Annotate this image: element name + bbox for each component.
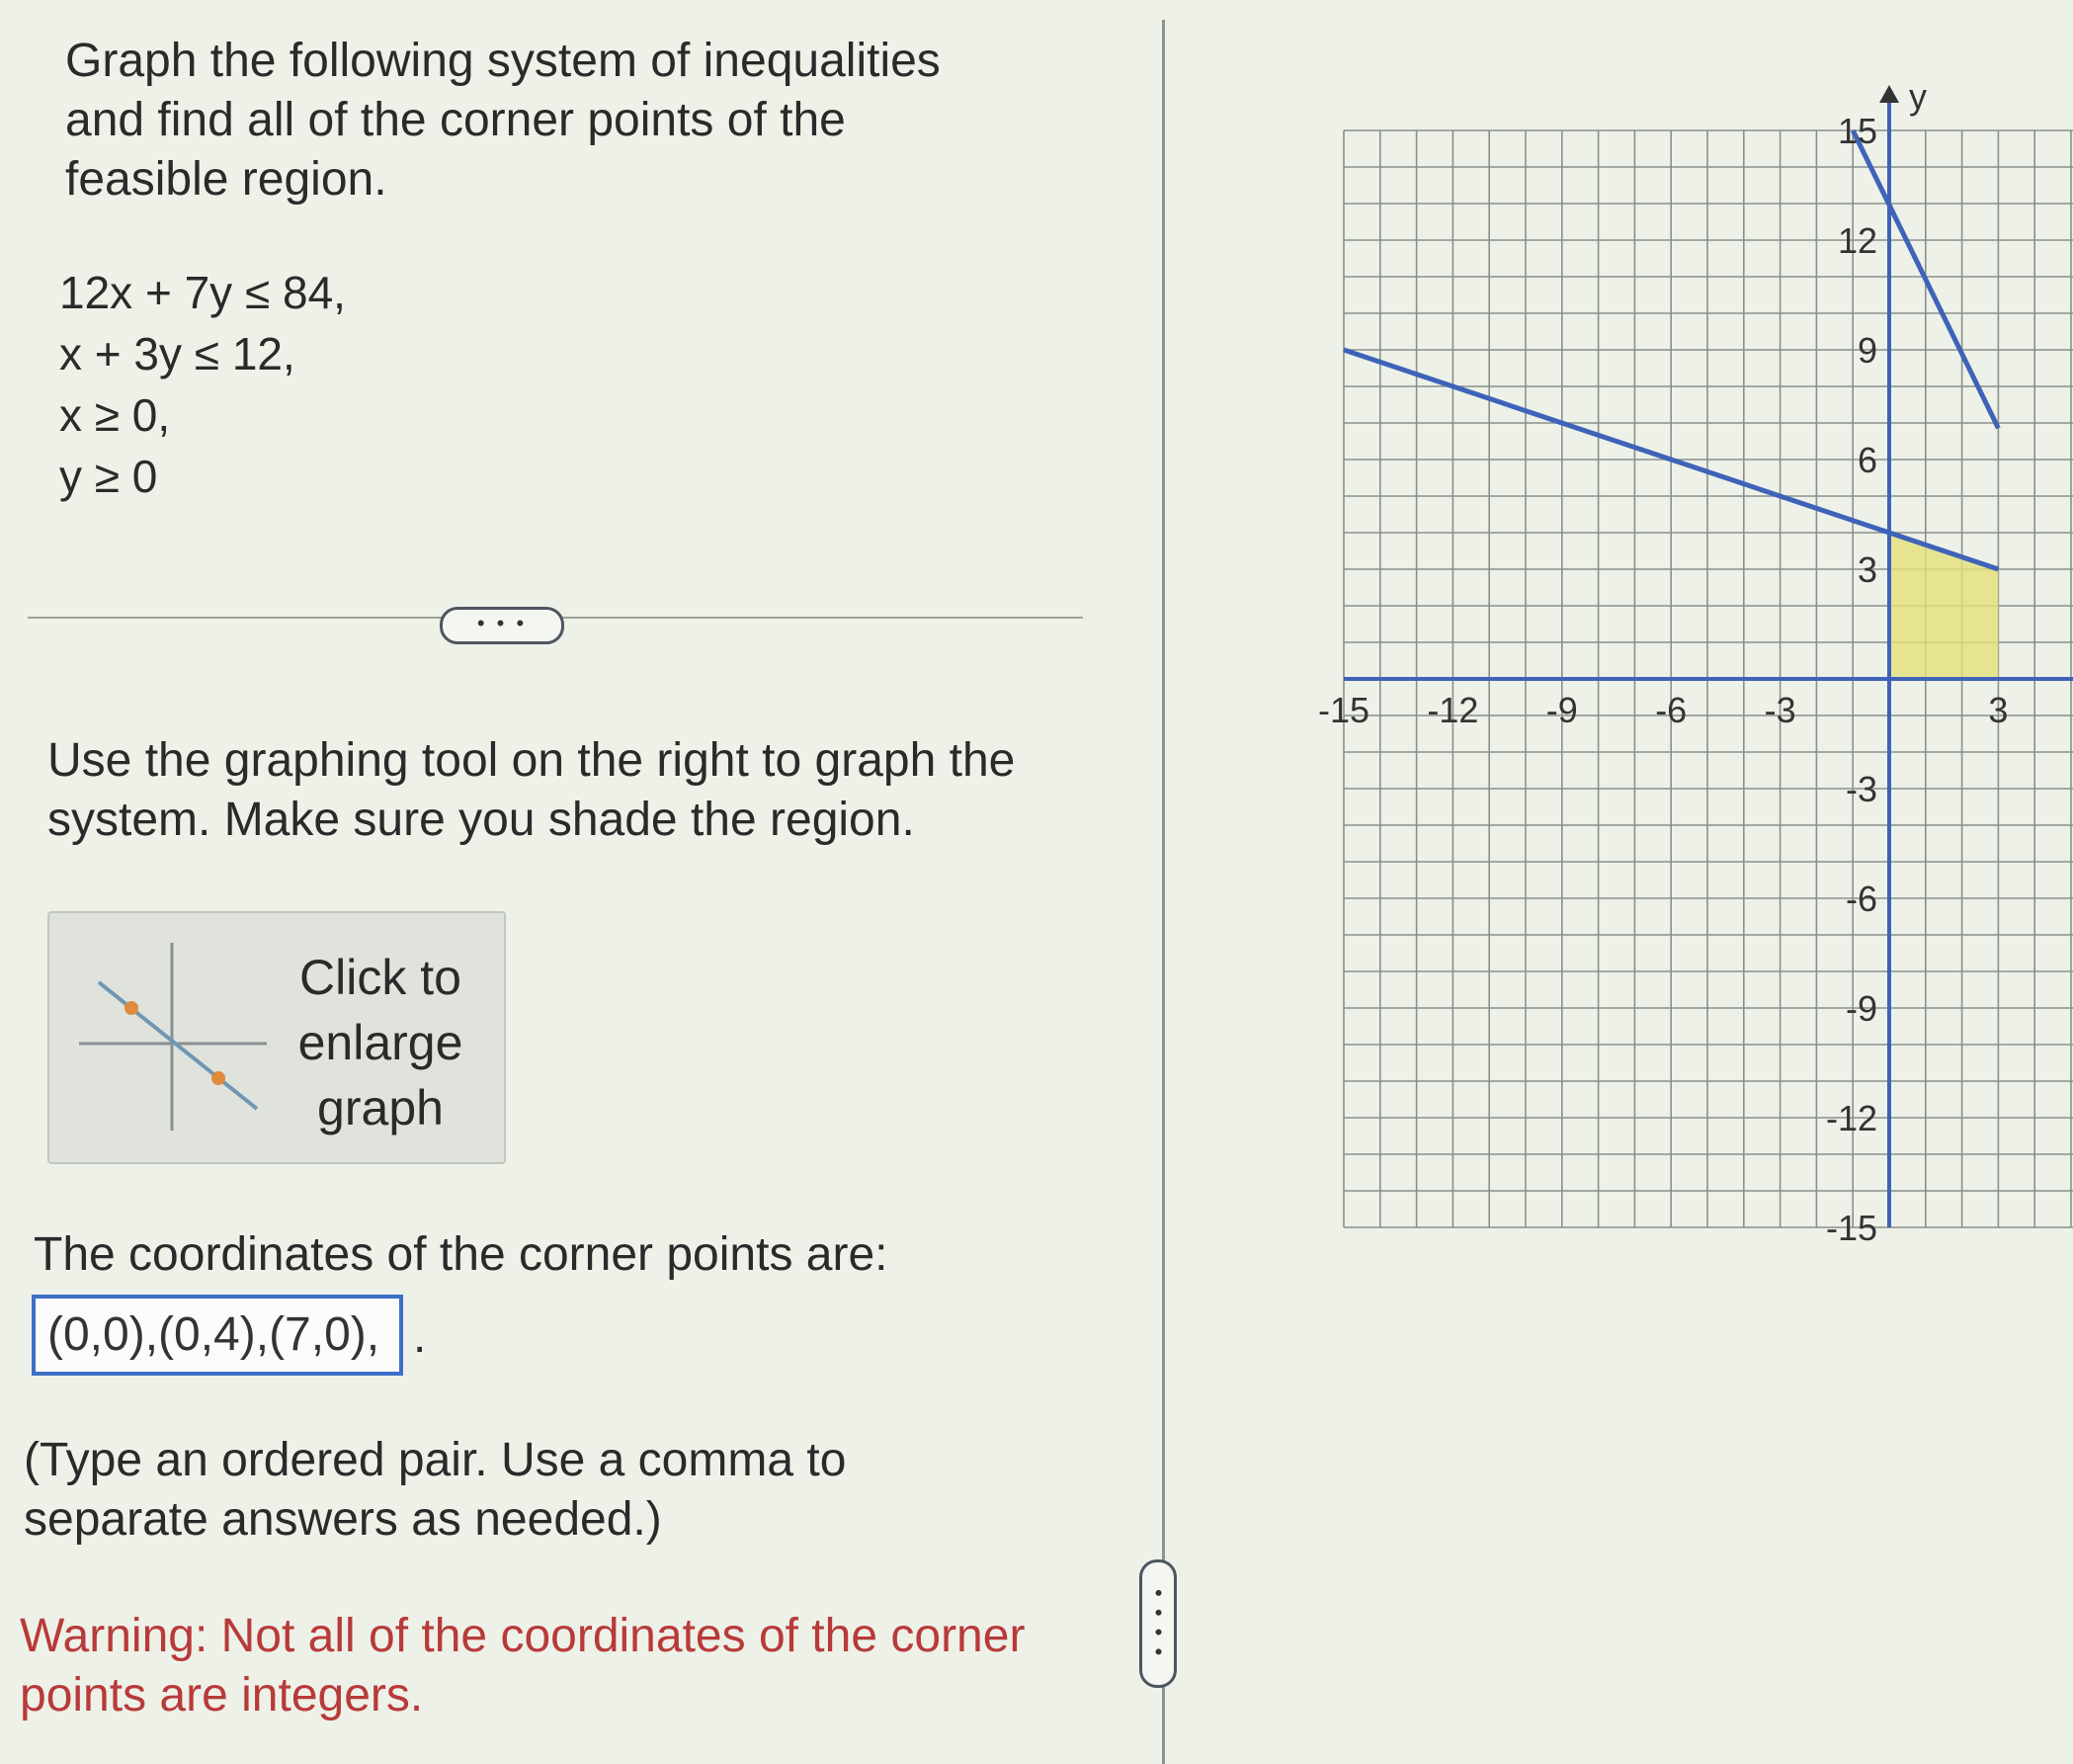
- answer-hint: (Type an ordered pair. Use a comma to separate answers as needed.): [24, 1434, 847, 1546]
- y-tick-label: -9: [1845, 988, 1877, 1029]
- graph-canvas[interactable]: [1186, 0, 2073, 1764]
- show-more-button[interactable]: • • •: [440, 607, 564, 644]
- y-tick-label: -15: [1825, 1208, 1877, 1248]
- y-tick-label: 6: [1857, 440, 1877, 480]
- y-axis-label: y: [1909, 76, 1927, 117]
- enlarge-graph-button[interactable]: [47, 911, 506, 1164]
- inequality-list: [59, 262, 346, 507]
- instructions-text: Use the graphing tool on the right to graph the system. Make sure you shade the region.: [47, 734, 1016, 846]
- answer-period: .: [413, 1310, 427, 1363]
- shaded-feasible-region: [1889, 533, 1998, 679]
- y-tick-label: 3: [1857, 549, 1877, 590]
- corner-points-input[interactable]: (0,0),(0,4),(7,0),: [32, 1295, 403, 1376]
- y-tick-label: 12: [1837, 220, 1877, 261]
- inequality-2: x + 3y ≤ 12,: [59, 328, 295, 379]
- y-tick-label: -3: [1845, 769, 1877, 809]
- warning-message: Warning: Not all of the coordinates of the corner points are integers.: [20, 1610, 1026, 1722]
- y-tick-label: -12: [1825, 1098, 1877, 1138]
- y-axis-arrow-icon: [1879, 85, 1899, 103]
- x-tick-label: -9: [1545, 690, 1578, 730]
- inequality-4: y ≥ 0: [59, 451, 158, 502]
- splitter-handle[interactable]: • • • •: [1139, 1559, 1177, 1688]
- problem-prompt: Graph the following system of inequalities and find all of the corner points of the feasible region.: [65, 35, 941, 206]
- y-tick-label: -6: [1845, 879, 1877, 919]
- inequality-3: x ≥ 0,: [59, 389, 171, 441]
- x-tick-label: -15: [1317, 690, 1370, 730]
- graph-thumbnail-icon: [69, 933, 267, 1140]
- graphing-tool[interactable]: [1186, 0, 2073, 1764]
- y-tick-label: 9: [1857, 330, 1877, 371]
- y-tick-label: 15: [1837, 111, 1877, 151]
- x-tick-label: -12: [1427, 690, 1479, 730]
- inequality-1: 12x + 7y ≤ 84,: [59, 267, 346, 318]
- corner-points-label: The coordinates of the corner points are:: [34, 1228, 888, 1281]
- enlarge-graph-label: Click to enlarge graph: [297, 950, 463, 1135]
- panel-splitter[interactable]: [1162, 20, 1165, 1764]
- x-tick-label: -6: [1655, 690, 1688, 730]
- x-tick-label: 3: [1988, 690, 2009, 730]
- x-tick-label: -3: [1764, 690, 1796, 730]
